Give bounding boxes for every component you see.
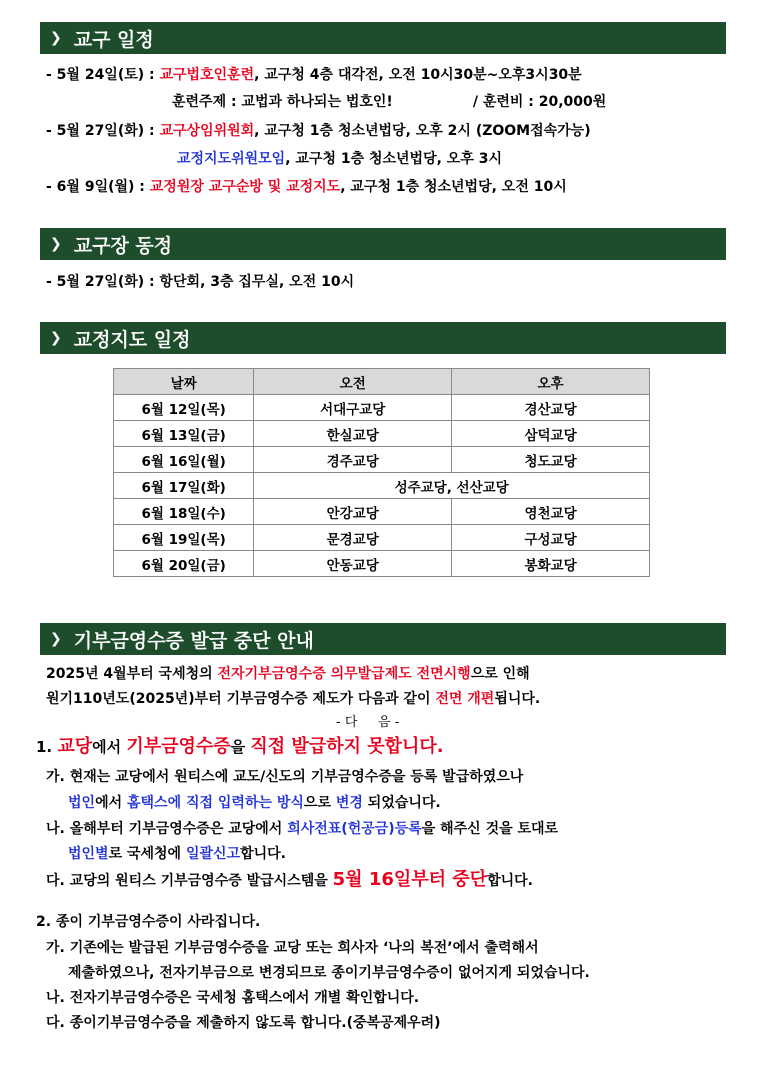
header-am: 오전 [254, 369, 452, 395]
table-row: 6월 19일(목) 문경교당 구성교당 [114, 525, 650, 551]
da-eum-heading: - 다 음 - [336, 715, 400, 730]
guidance-table [113, 368, 650, 577]
schedule-line: 교정지도위원모임, 교구청 1층 청소년법당, 오후 3시 [177, 151, 502, 167]
table-row: 6월 18일(수) 안강교당 영천교당 [114, 499, 650, 525]
header-date: 날짜 [114, 369, 254, 395]
section-title: 교정지도 일정 [73, 328, 191, 351]
schedule-line: - 5월 27일(화) : 교구상임위원회, 교구청 1층 청소년법당, 오후 2시 (ZOOM접속가능) [46, 123, 591, 139]
item-1-na: 나. 올해부터 기부금영수증은 교당에서 희사전표(헌공금)등록을 해주신 것을 토대로 [46, 821, 559, 837]
arrow-icon: ❯ [50, 236, 62, 252]
table-row: 6월 20일(금) 안동교당 봉화교당 [114, 551, 650, 577]
table-header-row [114, 369, 650, 395]
notice-paragraph: 2025년 4월부터 국세청의 전자기부금영수증 의무발급제도 전면시행으로 인해 [46, 666, 530, 682]
section-header-guidance-schedule [40, 322, 726, 354]
item-1-da: 다. 교당의 원티스 기부금영수증 발급시스템을 5월 16일부터 중단합니다. [46, 869, 533, 890]
item-1-ga: 가. 현재는 교당에서 원티스에 교도/신도의 기부금영수증을 등록 발급하였으나 [46, 769, 524, 785]
section-header-receipt-notice [40, 623, 726, 655]
item-2-na: 나. 전자기부금영수증은 국세청 홈택스에서 개별 확인합니다. [46, 990, 420, 1006]
section-header-diocese-schedule [40, 22, 726, 54]
section-header-bishop-activity [40, 228, 726, 260]
item-2-ga: 가. 기존에는 발급된 기부금영수증을 교당 또는 희사자 ‘나의 복전’에서 출력해서 [46, 940, 539, 956]
arrow-icon: ❯ [50, 631, 62, 647]
header-pm: 오후 [452, 369, 650, 395]
arrow-icon: ❯ [50, 330, 62, 346]
table-row: 6월 16일(월) 경주교당 청도교당 [114, 447, 650, 473]
section-title: 기부금영수증 발급 중단 안내 [73, 629, 314, 652]
item-1: 1. 교당에서 기부금영수증을 직접 발급하지 못합니다. [36, 736, 444, 757]
schedule-line: 훈련주제 : 교법과 하나되는 법호인! / 훈련비 : 20,000원 [172, 94, 607, 110]
item-2-da: 다. 종이기부금영수증을 제출하지 않도록 합니다.(중복공제우려) [46, 1015, 441, 1031]
item-1-na-cont: 법인별로 국세청에 일괄신고합니다. [68, 846, 286, 862]
notice-paragraph: 원기110년도(2025년)부터 기부금영수증 제도가 다음과 같이 전면 개편됩니다. [46, 691, 541, 707]
table-row: 6월 17일(화) 성주교당, 선산교당 [114, 473, 650, 499]
section-title: 교구장 동정 [73, 234, 173, 257]
schedule-line: - 5월 24일(토) : 교구법호인훈련, 교구청 4층 대각전, 오전 10시30분~오후3시30분 [46, 67, 582, 83]
item-2-ga-cont: 제출하였으나, 전자기부금으로 변경되므로 종이기부금영수증이 없어지게 되었습니다. [68, 965, 590, 981]
arrow-icon: ❯ [50, 30, 62, 46]
item-1-ga-cont: 법인에서 홈택스에 직접 입력하는 방식으로 변경 되었습니다. [68, 795, 441, 811]
item-2: 2. 종이 기부금영수증이 사라집니다. [36, 914, 261, 930]
schedule-line: - 6월 9일(월) : 교정원장 교구순방 및 교정지도, 교구청 1층 청소년법당, 오전 10시 [46, 179, 567, 195]
activity-line: - 5월 27일(화) : 항단회, 3층 집무실, 오전 10시 [46, 274, 355, 290]
table-row: 6월 13일(금) 한실교당 삼덕교당 [114, 421, 650, 447]
table-row: 6월 12일(목) 서대구교당 경산교당 [114, 395, 650, 421]
section-title: 교구 일정 [73, 28, 154, 51]
